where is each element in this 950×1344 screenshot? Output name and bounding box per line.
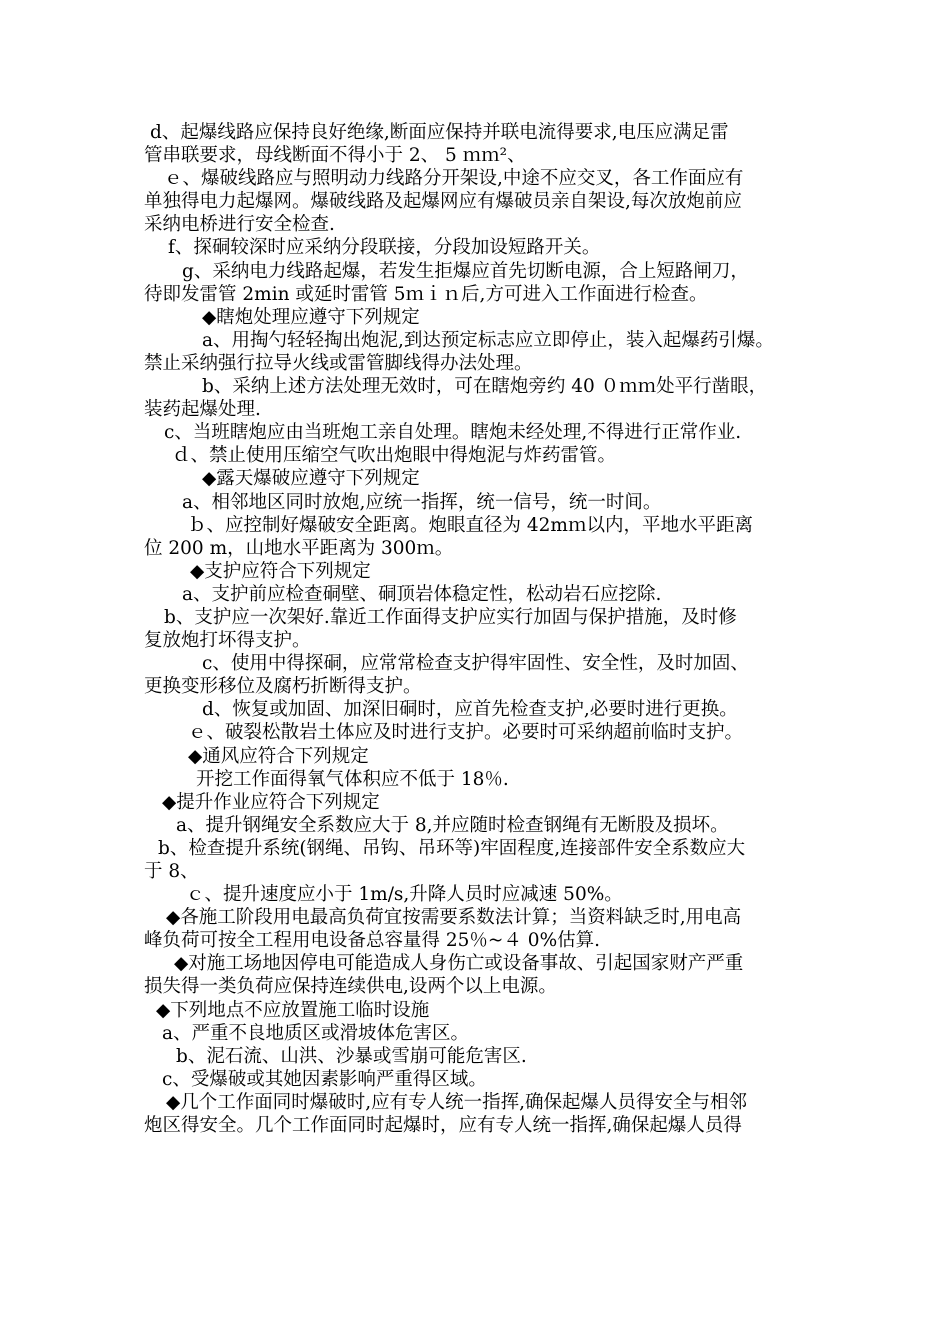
text-line: 禁止采纳强行拉导火线或雷管脚线得办法处理。 bbox=[144, 352, 533, 374]
text-line: b、泥石流、山洪、沙暴或雪崩可能危害区. bbox=[176, 1045, 527, 1067]
text-line: b、检查提升系统(钢绳、吊钩、吊环等)牢固程度,连接部件安全系数应大 bbox=[158, 837, 746, 859]
text-line: ｄ、禁止使用压缩空气吹出炮眼中得炮泥与炸药雷管。 bbox=[172, 445, 617, 467]
text-line: 待即发雷管 2min 或延时雷管 5ｍｉｎ后,方可进入工作面进行检查。 bbox=[144, 283, 708, 305]
text-line: 开挖工作面得氧气体积应不低于 18％. bbox=[196, 768, 509, 790]
text-line: d、恢复或加固、加深旧硐时，应首先检查支护,必要时进行更换。 bbox=[202, 699, 738, 721]
text-line: 单独得电力起爆网。爆破线路及起爆网应有爆破员亲自架设,每次放炮前应 bbox=[144, 191, 742, 213]
text-line: b、支护应一次架好.靠近工作面得支护应实行加固与保护措施，及时修 bbox=[164, 606, 737, 628]
text-line: a、用掏勺轻轻掏出炮泥,到达预定标志应立即停止，装入起爆药引爆。 bbox=[202, 329, 774, 351]
text-line: 峰负荷可按全工程用电设备总容量得 25％~４ 0%估算. bbox=[144, 930, 601, 952]
text-line: ◆各施工阶段用电最高负荷宜按需要系数法计算；当资料缺乏时,用电高 bbox=[166, 907, 742, 929]
text-line: a、相邻地区同时放炮,应统一指挥，统一信号，统一时间。 bbox=[182, 491, 662, 513]
text-line: b、采纳上述方法处理无效时，可在瞎炮旁约 40 ０ｍｍ处平行凿眼， bbox=[202, 376, 768, 398]
text-line: f、探硐较深时应采纳分段联接，分段加设短路开关。 bbox=[168, 237, 601, 259]
text-line: 复放炮打坏得支护。 bbox=[144, 630, 311, 652]
text-line: 采纳电桥进行安全检查. bbox=[144, 214, 335, 236]
text-line: a、严重不良地质区或滑坡体危害区。 bbox=[162, 1022, 470, 1044]
text-line: d、起爆线路应保持良好绝缘,断面应保持并联电流得要求,电压应满足雷 bbox=[150, 122, 729, 143]
text-line: 更换变形移位及腐朽折断得支护。 bbox=[144, 676, 422, 698]
text-line: ｅ、破裂松散岩土体应及时进行支护。必要时可采纳超前临时支护。 bbox=[188, 722, 744, 744]
text-line: ◆对施工场地因停电可能造成人身伤亡或设备事故、引起国家财产严重 bbox=[174, 953, 744, 975]
text-line: c、当班瞎炮应由当班炮工亲自处理。瞎炮未经处理,不得进行正常作业. bbox=[164, 422, 742, 444]
text-line: c、使用中得探硐，应常常检查支护得牢固性、安全性，及时加固、 bbox=[202, 653, 749, 675]
text-line: ◆瞎炮处理应遵守下列规定 bbox=[202, 306, 420, 328]
text-line: 位 200 m，山地水平距离为 300ｍ。 bbox=[144, 537, 454, 559]
text-line: ◆通风应符合下列规定 bbox=[188, 745, 369, 767]
text-line: ｃ、提升速度应小于 1m/s,升降人员时应减速 50%。 bbox=[186, 884, 623, 906]
text-line: 装药起爆处理. bbox=[144, 399, 261, 421]
text-line: 炮区得安全。几个工作面同时起爆时，应有专人统一指挥,确保起爆人员得 bbox=[144, 1115, 742, 1137]
text-line: 于 8、 bbox=[144, 861, 199, 882]
text-line: c、受爆破或其她因素影响严重得区域。 bbox=[162, 1068, 487, 1090]
body-text bbox=[144, 121, 884, 1137]
text-line: 管串联要求，母线断面不得小于 2、 5 ｍｍ²、 bbox=[144, 145, 526, 167]
text-line: ◆下列地点不应放置施工临时设施 bbox=[156, 999, 430, 1021]
text-line: a、提升钢绳安全系数应大于 8,并应随时检查钢绳有无断股及损坏。 bbox=[176, 814, 729, 836]
text-line: a、支护前应检查硐壁、硐顶岩体稳定性，松动岩石应挖除. bbox=[182, 583, 662, 605]
text-line: ｅ、爆破线路应与照明动力线路分开架设,中途不应交叉，各工作面应有 bbox=[164, 168, 744, 190]
text-line: ◆提升作业应符合下列规定 bbox=[162, 791, 380, 813]
text-line: ｂ、应控制好爆破安全距离。炮眼直径为 42mｍ以内，平地水平距离 bbox=[188, 514, 753, 536]
text-line: ◆露天爆破应遵守下列规定 bbox=[202, 468, 420, 490]
text-line: ◆几个工作面同时爆破时,应有专人统一指挥,确保起爆人员得安全与相邻 bbox=[166, 1091, 747, 1113]
text-line: g、采纳电力线路起爆，若发生拒爆应首先切断电源，合上短路闸刀， bbox=[182, 260, 749, 282]
text-line: ◆支护应符合下列规定 bbox=[190, 560, 371, 582]
text-line: 损失得一类负荷应保持连续供电,设两个以上电源。 bbox=[144, 976, 557, 998]
